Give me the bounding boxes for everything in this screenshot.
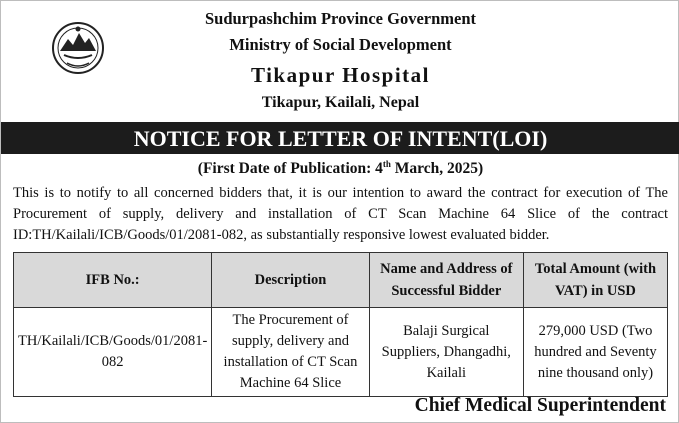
amount-cell: 279,000 USD (Two hundred and Seventy nine thousand only) — [523, 308, 667, 397]
table-header-row — [14, 253, 668, 308]
ministry-heading: Ministry of Social Development — [229, 35, 452, 54]
publication-date-prefix: (First Date of Publication: 4 — [197, 160, 383, 177]
description-cell: The Procurement of supply, delivery and installation of CT Scan Machine 64 Slice — [212, 308, 369, 397]
notice-body: This is to notify to all concerned bidders that, it is our intention to award the contract for execution of The Procurement of supply, delivery and installation of CT Scan Machine 64 Slice of the contract ID:TH/Kailali/ICB/Goods/01/2081-082, as substantially responsive lowest evaluated bidder. — [13, 185, 668, 243]
ifb-column-header: IFB No.: — [14, 253, 212, 308]
bidder-column-header: Name and Address of Successful Bidder — [369, 253, 523, 308]
notice-title: NOTICE FOR LETTER OF INTENT(LOI) — [1, 122, 679, 154]
ifb-cell: TH/Kailali/ICB/Goods/01/2081-082 — [14, 308, 212, 397]
hospital-address: Tikapur, Kailali, Nepal — [261, 94, 420, 111]
hospital-name: Tikapur Hospital — [250, 63, 431, 87]
signatory-title: Chief Medical Superintendent — [414, 395, 666, 416]
amount-column-header: Total Amount (with VAT) in USD — [523, 253, 667, 308]
publication-date-suffix: March, 2025) — [390, 160, 484, 177]
award-table — [13, 252, 668, 397]
table-row — [14, 308, 668, 397]
description-column-header: Description — [212, 253, 369, 308]
province-government-heading: Sudurpashchim Province Government — [204, 9, 477, 28]
bidder-cell: Balaji Surgical Suppliers, Dhangadhi, Kailali — [369, 308, 523, 397]
publication-date-ordinal: th — [382, 159, 391, 169]
publication-date — [1, 159, 679, 178]
